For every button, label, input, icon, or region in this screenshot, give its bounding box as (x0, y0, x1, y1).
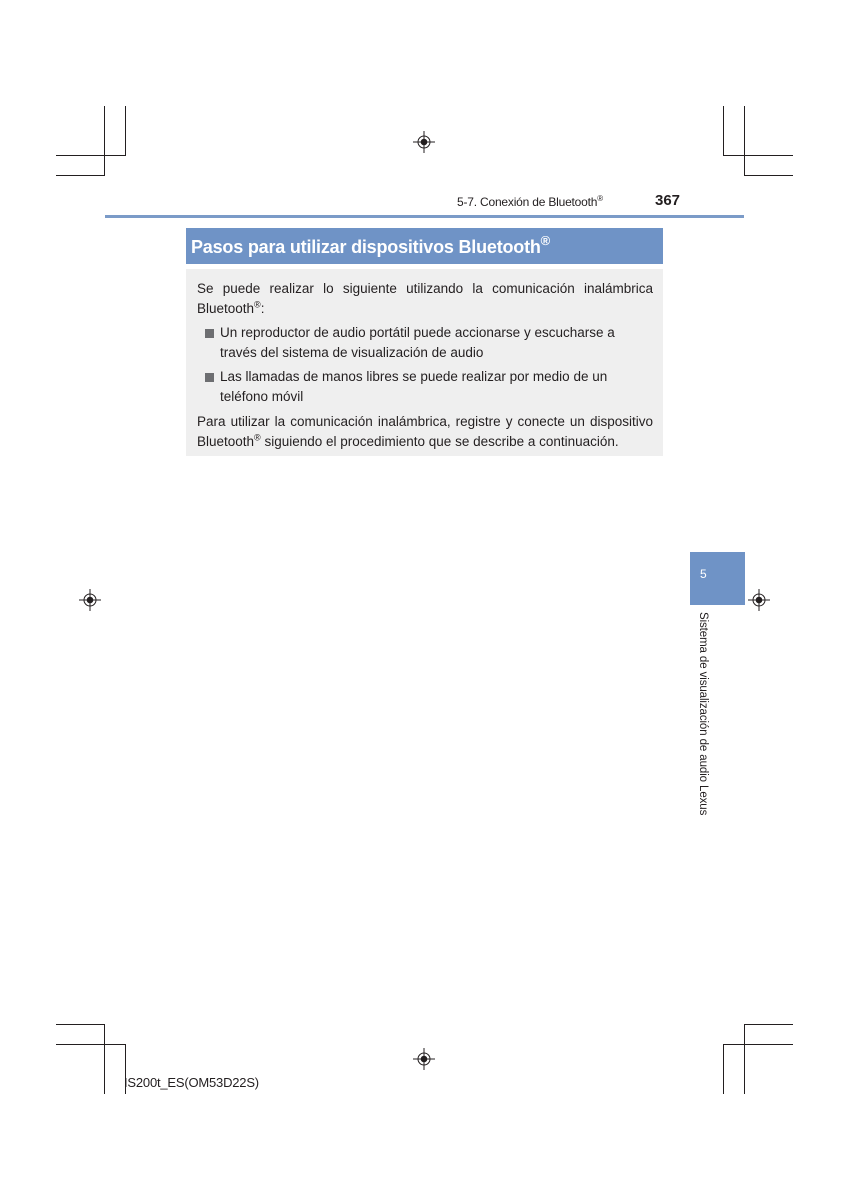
running-header (457, 194, 603, 209)
registration-mark-icon (748, 589, 770, 611)
bullet-square-icon (205, 373, 214, 382)
section-title-text: Pasos para utilizar dispositivos Bluetooth (191, 237, 541, 257)
registration-mark-icon (413, 1048, 435, 1070)
section-title (191, 233, 551, 257)
bullet-square-icon (205, 329, 214, 338)
document-code: IS200t_ES(OM53D22S) (124, 1075, 259, 1090)
info-box (186, 269, 663, 456)
registration-mark-icon (79, 589, 101, 611)
closing-paragraph (197, 412, 653, 451)
intro-paragraph (197, 279, 653, 318)
registration-symbol: ® (254, 299, 261, 309)
intro-text: Se puede realizar lo siguiente utilizando la comunicación inalámbrica Bluetooth (197, 281, 653, 316)
chapter-tab (690, 552, 745, 605)
header-section-title: 5-7. Conexión de Bluetooth (457, 195, 598, 209)
chapter-number: 5 (700, 567, 707, 581)
registration-symbol: ® (254, 432, 261, 442)
section-title-bar (186, 228, 663, 264)
page-number: 367 (655, 192, 681, 209)
header-rule (105, 215, 744, 218)
registration-mark-icon (413, 131, 435, 153)
intro-colon: : (260, 300, 265, 316)
list-item (197, 367, 653, 406)
closing-text: Para utilizar la comunicación inalámbrica, registre y conecte un dispositivo Bluetooth (197, 414, 653, 449)
list-item (197, 323, 653, 362)
closing-text-end: siguiendo el procedimiento que se describe a continuación. (260, 433, 619, 449)
registration-symbol: ® (597, 194, 603, 203)
list-item-text: Un reproductor de audio portátil puede accionarse y escucharse a través del sistema de visualización de audio (220, 325, 615, 360)
chapter-label: Sistema de visualización de audio Lexus (697, 612, 709, 816)
registration-symbol: ® (540, 233, 551, 248)
list-item-text: Las llamadas de manos libres se puede realizar por medio de un teléfono móvil (220, 369, 608, 404)
